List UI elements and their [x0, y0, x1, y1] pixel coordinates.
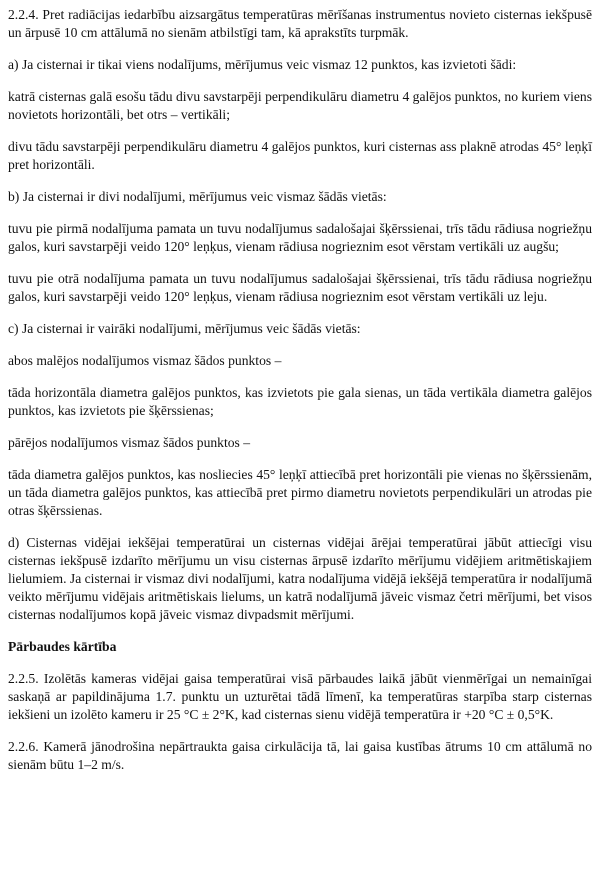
paragraph-c-4: tāda diametra galējos punktos, kas noslieciеs 45° leņķī attiecībā pret horizontāli pie vienas no šķērssienām, un tāda diametra galējos punktos, kas attiecībā pret pirmo diametru novietots perpendikulāri un atrodas pie otras šķērssienas. [8, 467, 592, 518]
paragraph-2-2-6: 2.2.6. Kamerā jānodrošina nepārtraukta gaisa cirkulācija tā, lai gaisa kustības ātrums 10 cm attālumā no sienām būtu 1–2 m/s. [8, 739, 592, 772]
paragraph-a-2: divu tādu savstarpēji perpendikulāru diametru 4 galējos punktos, kuri cisternas ass plaknē atrodas 45° leņķī pret horizontāli. [8, 139, 592, 172]
paragraph-2-2-5: 2.2.5. Izolētās kameras vidējai gaisa temperatūrai visā pārbaudes laikā jābūt vienmērīgai un nemainīgai saskaņā ar papildinājuma 1.7. punktu un uzturētai tādā līmenī, ka temperatūras starpība starp cisternas iekšieni un izolēto kameru ir 25 °C ± 2°K, kad cisternas sienu vidējā temperatūra ir +20 °C ± 0,5°K. [8, 671, 592, 722]
paragraph-2-2-4: 2.2.4. Pret radiācijas iedarbību aizsargātus temperatūras mērīšanas instrumentus novieto cisternas iekšpusē un ārpusē 10 cm attālumā no sienām atbilstīgi tam, kā aprakstīts turpmāk. [8, 7, 592, 40]
paragraph-c: c) Ja cisternai ir vairāki nodalījumi, mērījumus veic šādās vietās: [8, 321, 361, 336]
paragraph-b: b) Ja cisternai ir divi nodalījumi, mērījumus veic vismaz šādās vietās: [8, 189, 387, 204]
paragraph-c-3: pārējos nodalījumos vismaz šādos punktos – [8, 435, 251, 450]
document-page [8, 6, 592, 788]
paragraph-c-1: abos malējos nodalījumos vismaz šādos punktos – [8, 353, 282, 368]
paragraph-b-2: tuvu pie otrā nodalījuma pamata un tuvu nodalījumus sadalošajai šķērssienai, trīs tādu rādiusa nogriežņu galos, kuri savstarpēji veido 120° leņķus, vienam rādiusa nogrieznim esot vērstam vertikāli uz leju. [8, 271, 592, 304]
paragraph-c-2: tāda horizontāla diametra galējos punktos, kas izvietots pie gala sienas, un tāda vertikāla diametra galējos punktos, kas izvietots pie šķērssienas; [8, 385, 592, 418]
section-heading: Pārbaudes kārtība [8, 639, 117, 654]
paragraph-d: d) Cisternas vidējai iekšējai temperatūrai un cisternas vidējai ārējai temperatūrai jābūt attiecīgi visu cisternas iekšpusē izdarīto mērījumu un visu cisternas ārpusē izdarīto mērījumu vidējiem aritmētiskajiem lielumiem. Ja cisternai ir vismaz divi nodalījumi, katra nodalījuma vidējā iekšējā temperatūra ir nodalījumā veikto mērījumu vidējais aritmētiskais lielums, un katrā nodalījumā jāveic vismaz četri mērījumi, bet visos cisternas nodalījumos kopā jāveic vismaz divpadsmit mērījumi. [8, 535, 592, 622]
paragraph-b-1: tuvu pie pirmā nodalījuma pamata un tuvu nodalījumus sadalošajai šķērssienai, trīs tādu rādiusa nogriežņu galos, kuri savstarpēji veido 120° leņķus, vienam rādiusa nogrieznim esot vērstam vertikāli uz augšu; [8, 221, 592, 254]
paragraph-a: a) Ja cisternai ir tikai viens nodalījums, mērījumus veic vismaz 12 punktos, kas izvietoti šādi: [8, 57, 517, 72]
paragraph-a-1: katrā cisternas galā esošu tādu divu savstarpēji perpendikulāru diametru 4 galējos punktos, no kuriem viens novietots horizontāli, bet otrs – vertikāli; [8, 89, 593, 122]
